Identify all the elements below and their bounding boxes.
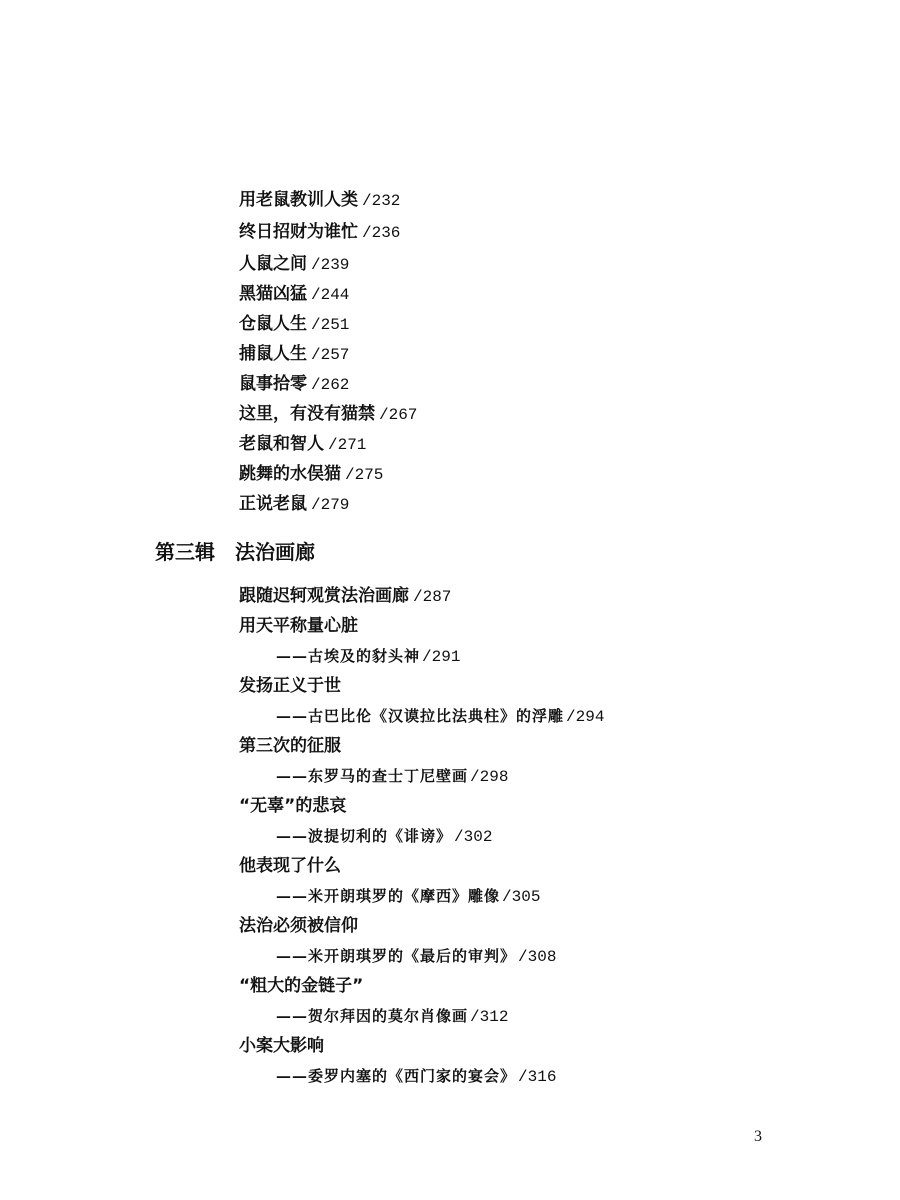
toc-entry-page: /275 xyxy=(345,466,384,484)
toc-entry-page: /298 xyxy=(470,768,509,786)
toc-entry[interactable] xyxy=(239,976,363,996)
toc-entry-page: /267 xyxy=(379,406,418,424)
toc-entry-page: /294 xyxy=(566,708,605,726)
toc-subtitle-text: ——委罗内塞的《西门家的宴会》 xyxy=(276,1067,517,1085)
toc-entry-page: /305 xyxy=(502,888,541,906)
toc-entry-subtitle[interactable] xyxy=(276,1006,508,1027)
toc-entry-title: 仓鼠人生 xyxy=(239,314,307,334)
toc-entry-title: “粗大的金链子” xyxy=(239,976,364,996)
toc-entry-page: /312 xyxy=(470,1008,509,1026)
toc-subtitle-text: ——米开朗琪罗的《摩西》雕像 xyxy=(276,887,501,905)
toc-entry-subtitle[interactable] xyxy=(276,826,492,847)
section-heading xyxy=(155,540,315,564)
toc-entry-title: 这里，有没有猫禁 xyxy=(239,404,375,424)
toc-entry-subtitle[interactable] xyxy=(276,706,604,727)
toc-entry-page: /236 xyxy=(362,224,401,242)
toc-subtitle-text: ——贺尔拜因的莫尔肖像画 xyxy=(276,1007,469,1025)
toc-entry-page: /257 xyxy=(311,346,350,364)
toc-entry[interactable] xyxy=(239,190,400,211)
toc-entry[interactable] xyxy=(239,222,400,243)
toc-entry[interactable] xyxy=(239,494,349,515)
toc-entry-title: 跟随迟轲观赏法治画廊 xyxy=(239,586,409,606)
toc-entry-title: 捕鼠人生 xyxy=(239,344,307,364)
toc-entry-title: 黑猫凶猛 xyxy=(239,284,307,304)
toc-entry[interactable] xyxy=(239,1036,324,1056)
toc-entry-title: “无辜”的悲哀 xyxy=(239,796,347,816)
toc-entry[interactable] xyxy=(239,856,341,876)
toc-entry[interactable] xyxy=(239,676,341,696)
toc-entry-subtitle[interactable] xyxy=(276,886,540,907)
toc-entry[interactable] xyxy=(239,374,349,395)
toc-entry-page: /251 xyxy=(311,316,350,334)
toc-entry[interactable] xyxy=(239,616,358,636)
page-number: 3 xyxy=(754,1128,762,1145)
toc-entry-subtitle[interactable] xyxy=(276,766,508,787)
toc-entry-title: 正说老鼠 xyxy=(239,494,307,514)
section-title: 法治画廊 xyxy=(235,540,315,564)
toc-entry-title: 发扬正义于世 xyxy=(239,676,341,696)
toc-entry[interactable] xyxy=(239,254,349,275)
toc-entry-page: /244 xyxy=(311,286,350,304)
toc-subtitle-text: ——古巴比伦《汉谟拉比法典柱》的浮雕 xyxy=(276,707,565,725)
toc-entry[interactable] xyxy=(239,796,346,816)
toc-entry[interactable] xyxy=(239,314,349,335)
toc-entry-page: /239 xyxy=(311,256,350,274)
toc-entry-subtitle[interactable] xyxy=(276,646,460,667)
toc-entry[interactable] xyxy=(239,586,451,607)
toc-entry-subtitle[interactable] xyxy=(276,946,556,967)
toc-entry[interactable] xyxy=(239,404,417,425)
toc-entry[interactable] xyxy=(239,344,349,365)
toc-entry-title: 跳舞的水俣猫 xyxy=(239,464,341,484)
toc-entry-title: 他表现了什么 xyxy=(239,856,341,876)
toc-entry-title: 第三次的征服 xyxy=(239,736,341,756)
toc-entry[interactable] xyxy=(239,434,366,455)
toc-entry-page: /308 xyxy=(518,948,557,966)
toc-subtitle-text: ——东罗马的查士丁尼壁画 xyxy=(276,767,469,785)
toc-entry-title: 人鼠之间 xyxy=(239,254,307,274)
toc-entry[interactable] xyxy=(239,916,358,936)
toc-entry-page: /287 xyxy=(413,588,452,606)
toc-entry-title: 用老鼠教训人类 xyxy=(239,190,358,210)
toc-entry-title: 法治必须被信仰 xyxy=(239,916,358,936)
toc-entry[interactable] xyxy=(239,736,341,756)
toc-entry-page: /232 xyxy=(362,192,401,210)
toc-entry-title: 小案大影响 xyxy=(239,1036,324,1056)
toc-entry-title: 终日招财为谁忙 xyxy=(239,222,358,242)
toc-entry[interactable] xyxy=(239,284,349,305)
toc-subtitle-text: ——米开朗琪罗的《最后的审判》 xyxy=(276,947,517,965)
toc-subtitle-text: ——波提切利的《诽谤》 xyxy=(276,827,453,845)
toc-entry-page: /271 xyxy=(328,436,367,454)
toc-entry-page: /316 xyxy=(518,1068,557,1086)
toc-entry-title: 鼠事拾零 xyxy=(239,374,307,394)
toc-entry-page: /291 xyxy=(422,648,461,666)
toc-entry[interactable] xyxy=(239,464,383,485)
toc-entry-page: /302 xyxy=(454,828,493,846)
toc-entry-page: /262 xyxy=(311,376,350,394)
toc-entry-title: 老鼠和智人 xyxy=(239,434,324,454)
toc-entry-subtitle[interactable] xyxy=(276,1066,556,1087)
toc-subtitle-text: ——古埃及的豺头神 xyxy=(276,647,421,665)
toc-entry-title: 用天平称量心脏 xyxy=(239,616,358,636)
section-number: 第三辑 xyxy=(155,540,215,564)
toc-entry-page: /279 xyxy=(311,496,350,514)
